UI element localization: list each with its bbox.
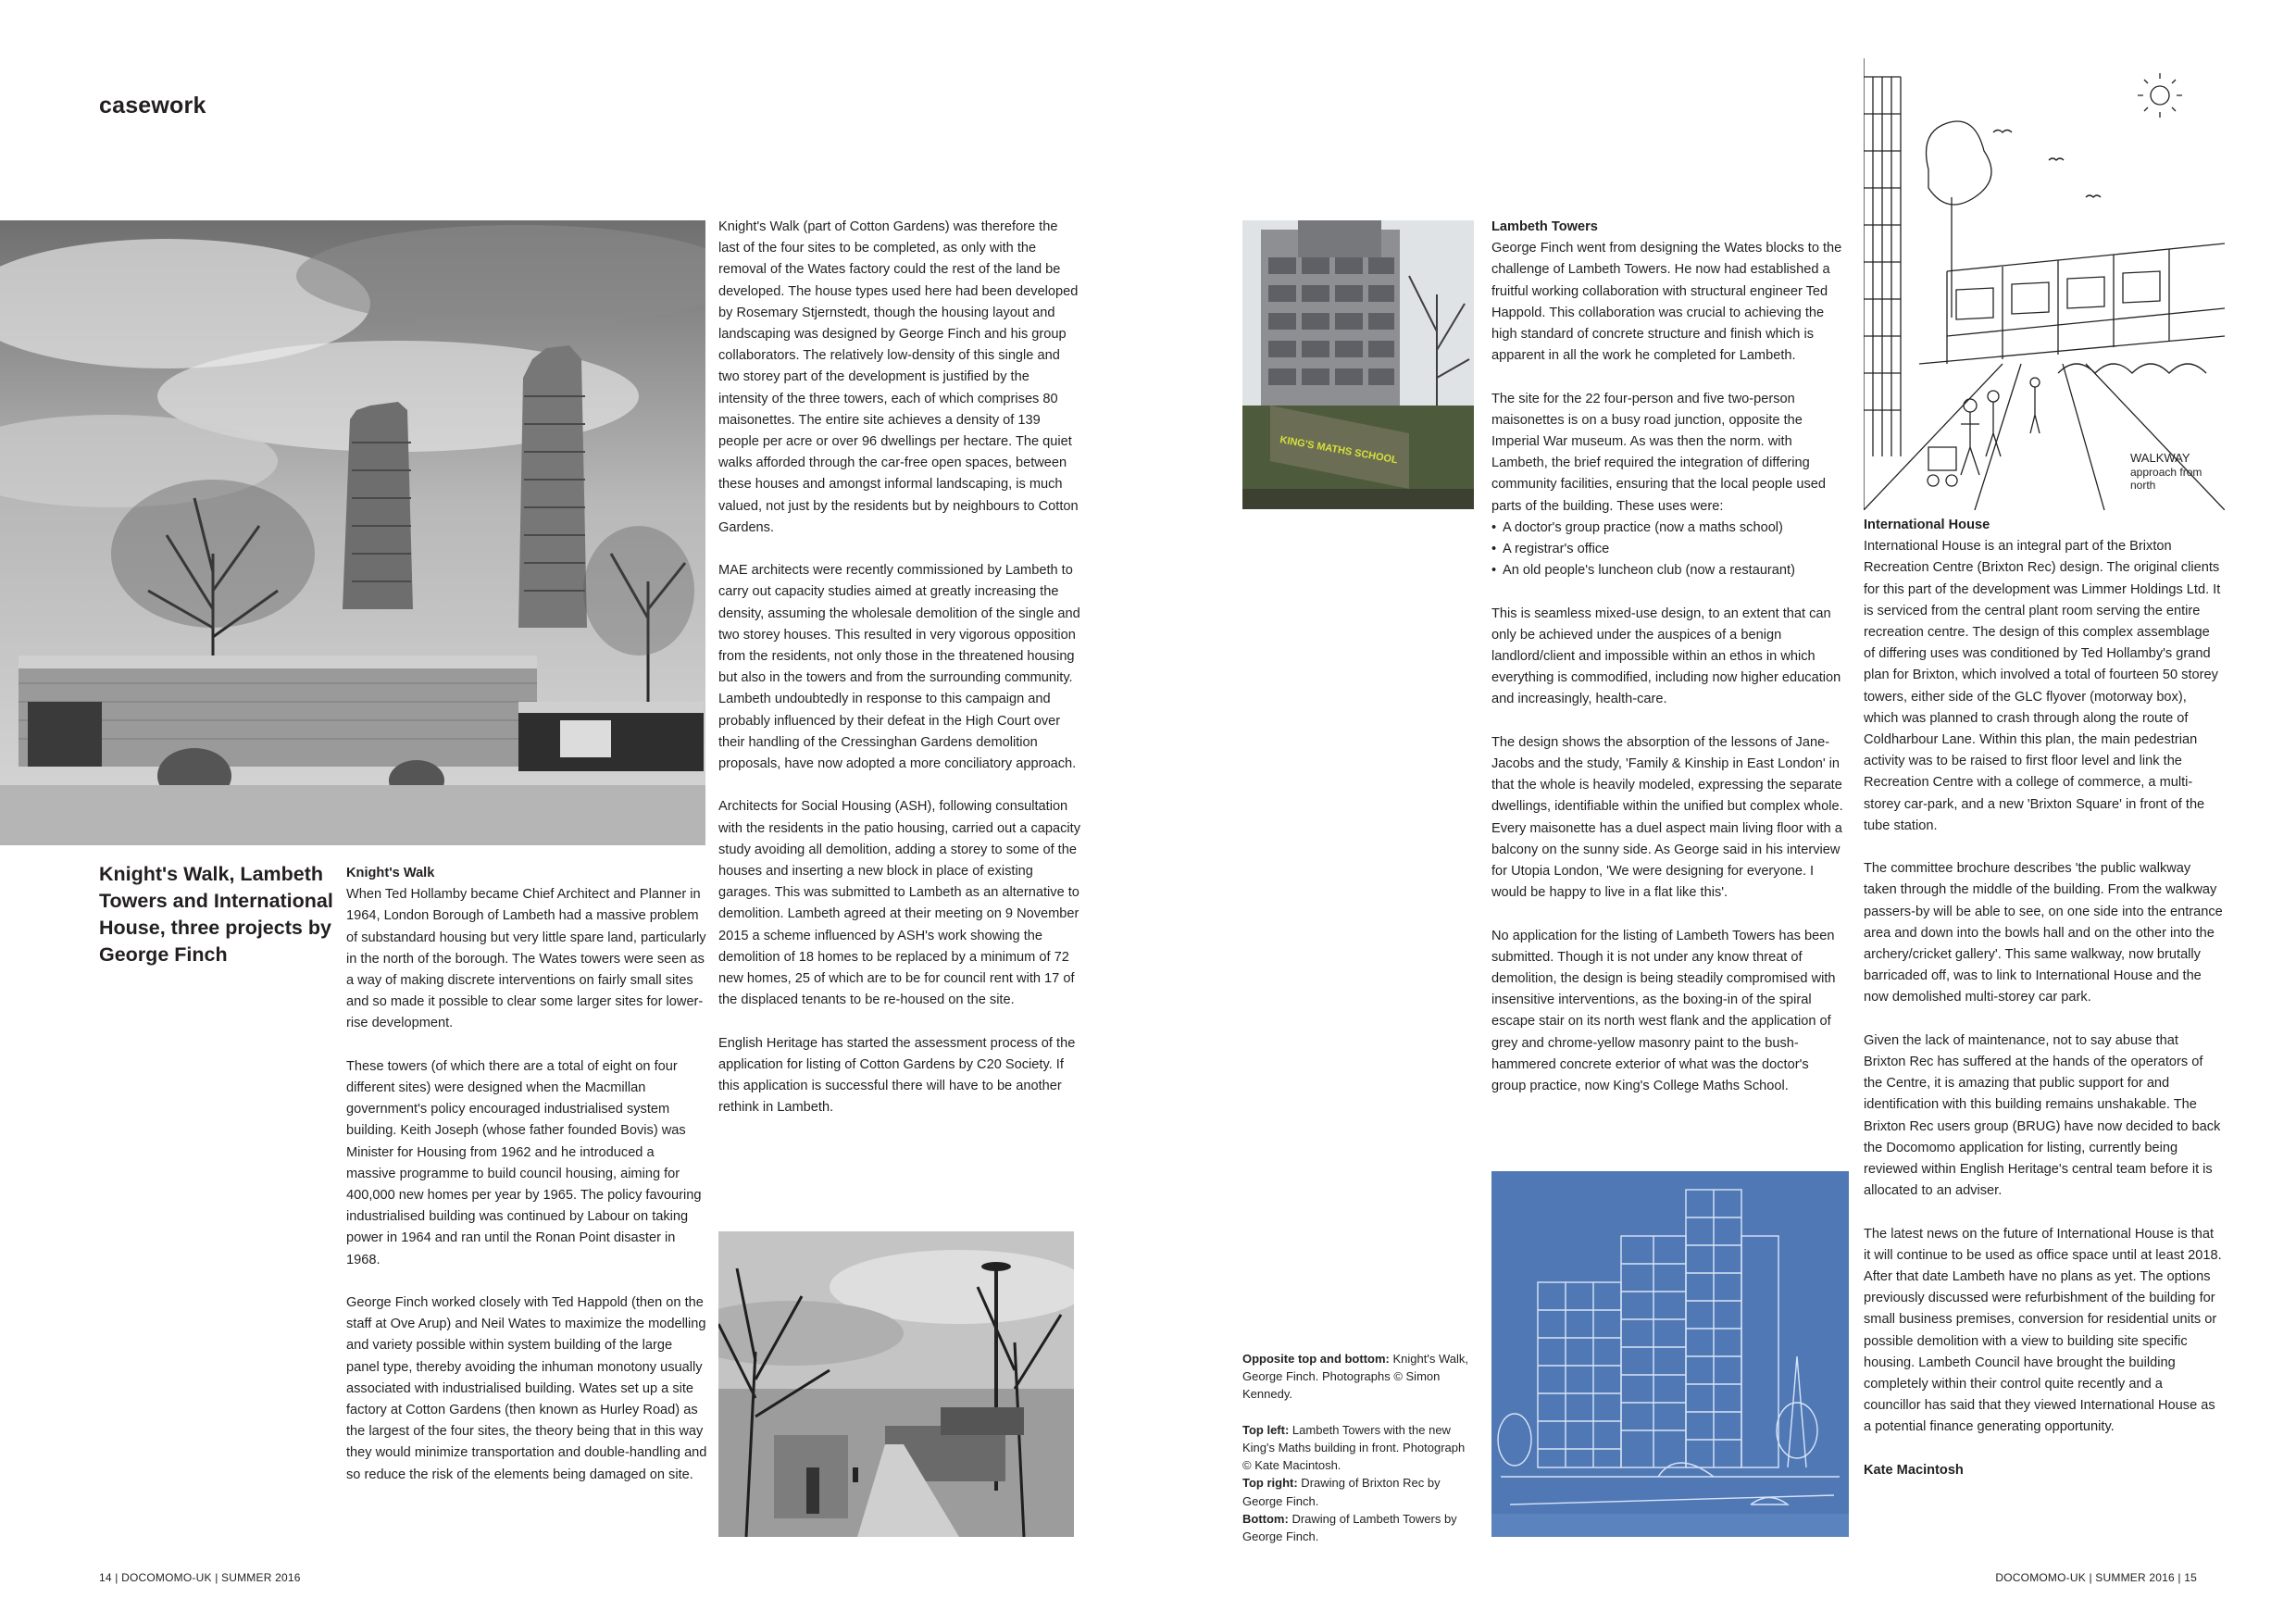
heading-lambeth-towers: Lambeth Towers: [1491, 219, 1598, 234]
paragraph: MAE architects were recently commissioned by Lambeth to carry out capacity studies aimed at greatly increasing the density, assuming the wholesale demolition of the single and two storey houses. This resulted in very vigorous opposition from the residents, not only those in the threatened housing but also in the towers and from the surrounding community. Lambeth undoubtedly in response to this campaign and probably influenced by their defeat in the High Court over their handling of the Cressinghan Gardens demolition proposals, have now adopted a more conciliatory approach.: [718, 563, 1080, 772]
caption-label: Top right:: [1242, 1476, 1298, 1491]
paragraph: The site for the 22 four-person and five two-person maisonettes is on a busy road junction, opposite the Imperial War museum. As was then the norm. with Lambeth, the brief required the integration of differing community facilities, ensuring that the local people used parts of the building. These uses were:: [1491, 391, 1826, 514]
photo-lambeth-towers: [1242, 220, 1474, 509]
column-lambeth-towers: [1491, 217, 1843, 1097]
column-cotton-gardens: [718, 217, 1081, 1118]
drawing-brixton-rec: [1864, 58, 2225, 510]
paragraph: International House is an integral part of the Brixton Recreation Centre (Brixton Rec) design. The original clients for this part of the development was Limmer Holdings Ltd. It is serviced from the central plant room serving the entire recreation centre. The design of this complex assemblage of differing uses was conditioned by Ted Hollamby's grand plan for Brixton, which involved a total of fourteen 50 storey towers, either side of the GLC flyover (motorway box), which was planned to crash through along the route of Coldharbour Lane. Within this plan, the main pedestrian activity was to be raised to first floor level and link the Recreation Centre with a college of commerce, a multi-storey car-park, and a new 'Brixton Square' in front of the tube station.: [1864, 539, 2221, 833]
photo-knights-walk-path: [718, 1231, 1074, 1537]
section-label: casework: [99, 93, 206, 119]
paragraph: The design shows the absorption of the lessons of Jane-Jacobs and the study, 'Family & Kinship in East London' in that the whole is heavily modeled, expressing the separate dwellings, identifiable within the unified but complex whole. Every maisonette has a duel aspect main living floor with a balcony on the sunny side. As George said in his interview for Utopia London, 'We were designing for everyone. I would be happy to live in a flat like this'.: [1491, 734, 1843, 901]
caption-opposite: [1242, 1350, 1474, 1404]
caption-top-left: [1242, 1421, 1474, 1475]
paragraph: These towers (of which there are a total of eight on four different sites) were designed when the Macmillan government's policy encouraged industrialised system building. Keith Joseph (whose father founded Bovis) was Minister for Housing from 1962 and he introduced a massive programme to build council housing, aiming for 400,000 new homes per year by 1965. The policy favouring industrialised building was continued by Labour on taking power in 1964 and ran until the Ronan Point disaster in 1968.: [346, 1058, 702, 1267]
caption-text: Drawing of Brixton Rec by George Finch.: [1242, 1476, 1441, 1508]
paragraph: English Heritage has started the assessment process of the application for listing of Cotton Gardens by C20 Society. If this application is successful there will have to be another rethink in Lambeth.: [718, 1035, 1076, 1116]
folio-left: 14 | DOCOMOMO-UK | SUMMER 2016: [99, 1571, 301, 1584]
column-knights-walk: [346, 863, 707, 1486]
paragraph: The latest news on the future of International House is that it will continue to be used as office space until at least 2018. After that date Lambeth have no plans as yet. The options previously discussed were refurbishment of the building for small business premises, conversion for residential units or possible demolition with a view to building site specific housing. Lambeth Council have brought the building completely within their control quite recently and a councillor has said that they viewed International House as a potential finance generating opportunity.: [1864, 1226, 2222, 1435]
paragraph: When Ted Hollamby became Chief Architect and Planner in 1964, London Borough of Lambeth had a massive problem of substandard housing but very little spare land, particularly in the north of the borough. The Wates towers were seen as a way of making discrete interventions on fairly small sites and so made it possible to clear some larger sites for lower-rise development.: [346, 887, 706, 1031]
caption-label: Opposite top and bottom:: [1242, 1352, 1390, 1366]
paragraph: Given the lack of maintenance, not to say abuse that Brixton Rec has suffered at the hands of the operators of the Centre, it is amazing that public support for and identification with this building remains unshakable. The Brixton Rec users group (BRUG) have now decided to back the Docomomo application for listing, currently being reviewed within English Heritage's central team before it is allocated to an adviser.: [1864, 1032, 2221, 1199]
column-international-house: [1864, 515, 2223, 1481]
paragraph: George Finch went from designing the Wates blocks to the challenge of Lambeth Towers. He now had established a fruitful working collaboration with structural engineer Ted Happold. This collaboration was crucial to achieving the high standard of concrete structure and finish which is apparent in all the work he completed for Lambeth.: [1491, 241, 1842, 364]
paragraph: Architects for Social Housing (ASH), following consultation with the residents in the patio housing, carried out a capacity study avoiding all demolition, adding a storey to some of the houses and inserting a new block in place of existing garages. This was submitted to Lambeth as an alternative to demolition. Lambeth agreed at their meeting on 9 November 2015 a scheme influenced by ASH's work showing the demolition of 18 homes to be replaced by a minimum of 72 new homes, 25 of which are to be for council rent with 17 of the displaced tenants to be re-housed on the site.: [718, 799, 1081, 1008]
paragraph: The committee brochure describes 'the public walkway taken through the middle of the building. From the walkway passers-by will be able to see, on one side into the entrance area and down into the bowls hall and on the other into the archery/cricket gallery'. This same walkway, now brutally barricaded off, was to link to International House and the now demolished multi-storey car park.: [1864, 861, 2223, 1005]
paragraph: No application for the listing of Lambeth Towers has been submitted. Though it is not under any know threat of demolition, the design is being steadily compromised with insensitive interventions, as the boxing-in of the spiral escape stair on its north west flank and the application of grey and chrome-yellow masonry paint to the bush-hammered concrete exterior of what was the doctor's group practice, now King's College Maths School.: [1491, 928, 1836, 1094]
photo-knights-walk-towers: [0, 220, 705, 845]
author-byline: Kate Macintosh: [1864, 1462, 1964, 1478]
drawing-lambeth-towers: [1491, 1171, 1849, 1537]
sign-text: KING'S MATHS SCHOOL: [1279, 434, 1399, 467]
sketch-label-line1: WALKWAY: [2130, 451, 2190, 465]
list-item: • A registrar's office: [1491, 539, 1843, 560]
caption-text: Drawing of Lambeth Towers by George Finch.: [1242, 1511, 1457, 1544]
heading-knights-walk: Knight's Walk: [346, 866, 435, 880]
paragraph: This is seamless mixed-use design, to an extent that can only be achieved under the auspices of a benign landlord/client and impossible within an ethos in which everything is commodified, including now higher education and increasingly, health-care.: [1491, 606, 1841, 707]
list-item: • A doctor's group practice (now a maths school): [1491, 518, 1843, 539]
heading-international-house: International House: [1864, 518, 1990, 532]
list-item: • An old people's luncheon club (now a restaurant): [1491, 560, 1843, 581]
caption-label: Bottom:: [1242, 1511, 1289, 1526]
caption-label: Top left:: [1242, 1422, 1290, 1437]
caption-top-right: [1242, 1474, 1474, 1509]
uses-list: [1491, 518, 1843, 582]
paragraph: George Finch worked closely with Ted Happold (then on the staff at Ove Arup) and Neil Wates to maximize the modelling and variety possible within system building of the large panel type, thereby avoiding the inhuman monotony usually associated with industrialised building. Wates set up a site factory at Cotton Gardens (then known as Hurley Road) as the largest of the four sites, the theory being that in this way they would minimize transportation and double-handling and so reduce the risk of the elements being damaged on site.: [346, 1295, 707, 1482]
article-headline: Knight's Walk, Lambeth Towers and International House, three projects by George Finch: [99, 863, 333, 966]
folio-right: DOCOMOMO-UK | SUMMER 2016 | 15: [1995, 1571, 2197, 1584]
photo-captions: [1242, 1350, 1474, 1545]
caption-text: Knight's Walk, George Finch. Photographs © Simon Kennedy.: [1242, 1352, 1468, 1402]
caption-text: Lambeth Towers with the new King's Maths building in front. Photograph © Kate Macintosh.: [1242, 1422, 1466, 1473]
sketch-label-line3: north: [2130, 479, 2156, 492]
sketch-label-line2: approach from: [2130, 466, 2202, 479]
caption-bottom: [1242, 1510, 1474, 1545]
paragraph: Knight's Walk (part of Cotton Gardens) was therefore the last of the four sites to be completed, as only with the removal of the Wates factory could the rest of the land be developed. The house types used here had been developed by Rosemary Stjernstedt, though the housing layout and landscaping was designed by George Finch and his group collaborators. The relatively low-density of this single and two storey part of the development is justified by the intensity of the three towers, each of which comprises 80 maisonettes. The entire site achieves a density of 139 people per acre or over 96 dwellings per hectare. The quiet walks afforded through the car-free open spaces, between these houses and amongst informal landscaping, is much valued, not just by the residents but by neighbours to Cotton Gardens.: [718, 219, 1079, 535]
